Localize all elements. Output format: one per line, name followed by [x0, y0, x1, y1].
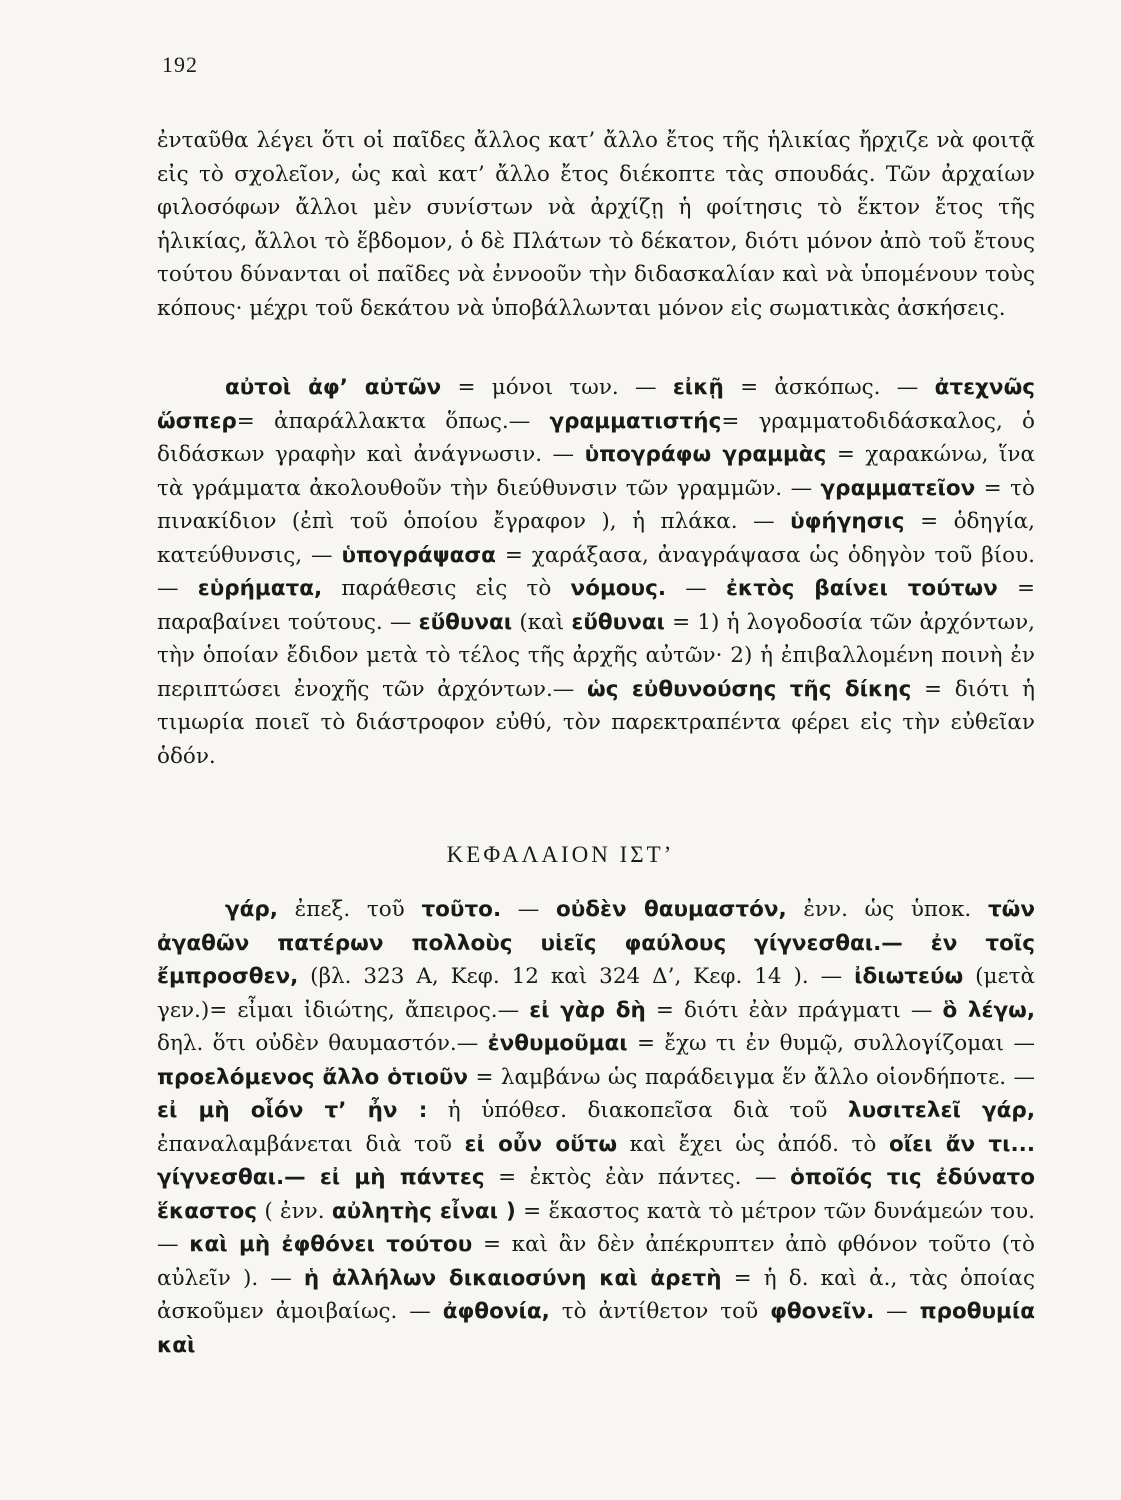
- gloss-definition: = χαράξασα, ἀναγράψασα ὡς ὁδηγὸν τοῦ βίου. —: [157, 542, 1035, 601]
- gloss-definition: ἐνν. ὡς ὑποκ.: [786, 897, 988, 922]
- gloss-definition: —: [501, 897, 556, 922]
- gloss-term: ἐκτὸς βαίνει τούτων: [725, 576, 998, 601]
- gloss-term: γραμματιστής: [549, 408, 722, 434]
- gloss-term: αὐτοὶ ἀφ’ αὐτῶν: [225, 375, 442, 400]
- gloss-term: ἰδιωτεύω: [854, 964, 964, 989]
- gloss-definition: = ἡ δ. καὶ ἀ., τὰς ὁποίας ἀσκοῦμεν ἀμοιβαίως. —: [157, 1265, 1035, 1324]
- gloss-definition: καὶ ἔχει ὡς ἀπόδ. τὸ: [617, 1131, 889, 1157]
- gloss-definition: ἐπεξ. τοῦ: [277, 897, 422, 922]
- gloss-definition: —: [874, 1299, 920, 1324]
- gloss-term: προελόμενος ἄλλο ὁτιοῦν: [157, 1064, 469, 1090]
- gloss-term: ἀφθονία,: [442, 1299, 550, 1324]
- gloss-definition: = ἐκτὸς ἐὰν πάντες. —: [484, 1165, 791, 1190]
- gloss-definition: = καὶ ἂν δὲν ἀπέκρυπτεν ἀπὸ φθόνον τοῦτο (τὸ αὐλεῖν ). —: [157, 1232, 1036, 1291]
- gloss-term: οὐδὲν θαυμαστόν,: [555, 897, 787, 922]
- gloss-definition: = διότι ἡ τιμωρία ποιεῖ τὸ διάστροφον εὐθύ, τὸν παρεκτραπέντα φέρει εἰς τὴν εὐθεῖαν ὁδόν.: [157, 676, 1035, 769]
- gloss-term: ὑπογράφω γραμμὰς: [584, 442, 827, 467]
- gloss-term: ὁποῖός τις ἐδύνατο ἕκαστος: [157, 1165, 1035, 1224]
- gloss-term: λυσιτελεῖ γάρ,: [847, 1098, 1035, 1123]
- page-number: 192: [162, 52, 198, 77]
- gloss-term: εὔθυναι: [418, 609, 513, 635]
- gloss-definition: = μόνοι των. —: [441, 375, 673, 400]
- gloss-definition: = ἕκαστος κατὰ τὸ μέτρον τῶν δυνάμεών του. —: [157, 1198, 1035, 1257]
- glossary-section-2: [157, 893, 1035, 1362]
- glossary-paragraph: [157, 371, 1035, 773]
- gloss-definition: (βλ. 323 Α, Κεφ. 12 καὶ 324 Δ’, Κεφ. 14 ). —: [298, 964, 855, 989]
- gloss-definition: = ἀσκόπως. —: [723, 375, 935, 400]
- gloss-definition: = ὁδηγία, κατεύθυνσις, —: [157, 509, 1035, 568]
- gloss-definition: τὸ ἀντίθετον τοῦ: [549, 1299, 771, 1324]
- gloss-term: ἀτεχνῶς ὥσπερ: [157, 375, 1035, 434]
- gloss-term: ὑφήγησις: [790, 509, 905, 534]
- gloss-definition: = γραμματοδιδάσκαλος, ὁ διδάσκων γραφὴν καὶ ἀνάγνωσιν. —: [157, 408, 1036, 467]
- gloss-definition: = παραβαίνει τούτους. —: [157, 576, 1036, 635]
- gloss-term: καὶ μὴ ἐφθόνει τούτου: [189, 1232, 473, 1257]
- gloss-term: ὃ λέγω,: [942, 997, 1035, 1023]
- glossary-paragraph: [157, 893, 1035, 1362]
- commentary-paragraph: [157, 124, 1035, 325]
- gloss-definition: = τὸ πινακίδιον (ἐπὶ τοῦ ὁποίου ἔγραφον ), ἡ πλάκα. —: [157, 475, 1035, 534]
- gloss-term: εὔθυναι: [571, 609, 665, 635]
- gloss-term: νόμους.: [570, 576, 666, 601]
- gloss-definition: = ἀπαράλλακτα ὅπως.—: [236, 408, 550, 434]
- gloss-term: αὐλητὴς εἶναι ): [331, 1198, 516, 1224]
- gloss-term: ὡς εὐθυνούσης τῆς δίκης: [587, 676, 912, 702]
- gloss-definition: δηλ. ὅτι οὐδὲν θαυμαστόν.—: [157, 1031, 488, 1056]
- gloss-term: εὑρήματα,: [197, 576, 323, 601]
- gloss-definition: (μετὰ γεν.)= εἶμαι ἰδιώτης, ἄπειρος.—: [157, 964, 1035, 1023]
- gloss-definition: = χαρακώνω, ἵνα τὰ γράμματα ἀκολουθοῦν τὴν διεύθυνσιν τῶν γραμμῶν. —: [157, 442, 1035, 501]
- gloss-definition: = λαμβάνω ὡς παράδειγμα ἕν ἄλλο οἱονδήποτε. —: [468, 1064, 1035, 1090]
- gloss-term: εἰκῇ: [672, 375, 724, 400]
- gloss-definition: —: [666, 576, 726, 601]
- gloss-term: εἰ οὖν οὕτω: [464, 1131, 618, 1157]
- gloss-term: γάρ,: [225, 897, 278, 922]
- gloss-term: γραμματεῖον: [820, 475, 976, 501]
- gloss-definition: = ἔχω τι ἐν θυμῷ, συλλογίζομαι —: [627, 1031, 1036, 1056]
- gloss-definition: ἐπαναλαμβάνεται διὰ τοῦ: [157, 1131, 465, 1157]
- gloss-definition: = 1) ἡ λογοδοσία τῶν ἀρχόντων, τὴν ὁποίαν ἔδιδον μετὰ τὸ τέλος τῆς ἀρχῆς αὐτῶν· 2) ἡ ἐπιβαλλομένη ποινὴ ἐν περιπτώσει ἐνοχῆς τῶν ἀρχόντων.—: [157, 609, 1035, 702]
- gloss-definition: ἡ ὑπόθεσ. διακοπεῖσα διὰ τοῦ: [427, 1098, 848, 1123]
- chapter-title: ΚΕΦΑΛΑΙΟΝ ΙΣΤ’: [446, 842, 675, 867]
- gloss-term: προθυμία καὶ: [157, 1299, 1035, 1358]
- gloss-term: εἰ γὰρ δὴ: [529, 997, 646, 1023]
- gloss-term: φθονεῖν.: [770, 1299, 875, 1324]
- gloss-term: εἰ μὴ οἷόν τ’ ἦν :: [157, 1098, 428, 1123]
- gloss-term: τῶν ἀγαθῶν πατέρων πολλοὺς υἱεῖς φαύλους γίγνεσθαι.— ἐν τοῖς ἔμπροσθεν,: [157, 897, 1036, 989]
- gloss-definition: = διότι ἐὰν πράγματι —: [645, 997, 943, 1023]
- gloss-definition: ( ἐνν.: [257, 1198, 332, 1224]
- gloss-term: τοῦτο.: [421, 897, 502, 922]
- gloss-term: οἴει ἄν τι... γίγνεσθαι.— εἰ μὴ πάντες: [157, 1131, 1036, 1190]
- gloss-term: ὑπογράψασα: [341, 542, 496, 568]
- gloss-definition: παράθεσις εἰς τὸ: [322, 576, 571, 601]
- paragraph-text: ἐνταῦθα λέγει ὅτι οἱ παῖδες ἄλλος κατ’ ἄλλο ἔτος τῆς ἡλικίας ἤρχιζε νὰ φοιτᾷ εἰς τὸ σχολεῖον, ὡς καὶ κατ’ ἄλλο ἔτος διέκοπτε τὰς σπουδάς. Τῶν ἀρχαίων φιλοσόφων ἄλλοι μὲν συνίστων νὰ ἀρχίζῃ ἡ φοίτησις τὸ ἕκτον ἔτος τῆς ἡλικίας, ἄλλοι τὸ ἕβδομον, ὁ δὲ Πλάτων τὸ δέκατον, διότι μόνον ἀπὸ τοῦ ἔτους τούτου δύνανται οἱ παῖδες νὰ ἐννοοῦν τὴν διδασκαλίαν καὶ νὰ ὑπομένουν τοὺς κόπους· μέχρι τοῦ δεκάτου νὰ ὑποβάλλωνται μόνον εἰς σωματικὰς ἀσκήσεις.: [157, 128, 1035, 321]
- gloss-term: ἡ ἀλλήλων δικαιοσύνη καὶ ἀρετὴ: [303, 1265, 722, 1291]
- gloss-definition: (καὶ: [512, 609, 572, 635]
- glossary-section-1: [157, 371, 1035, 773]
- gloss-term: ἐνθυμοῦμαι: [487, 1031, 628, 1056]
